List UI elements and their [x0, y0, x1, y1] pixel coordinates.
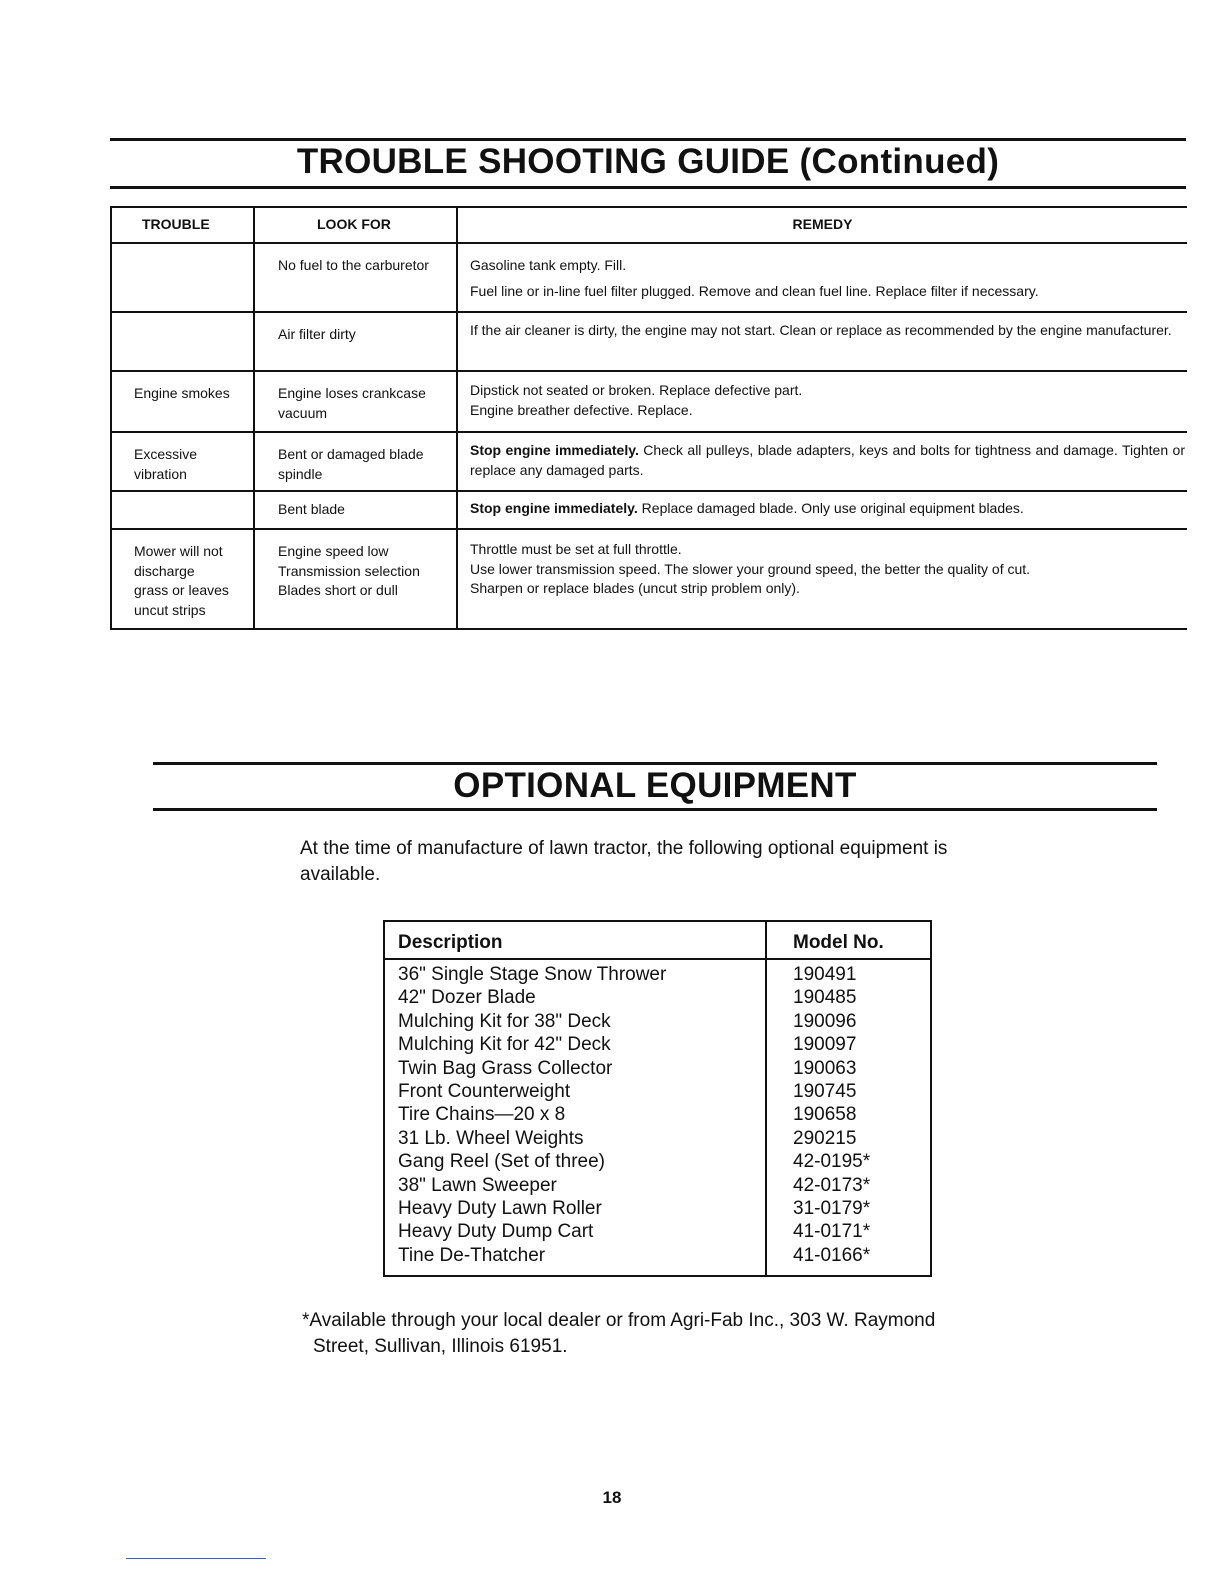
- table-row: [110, 528, 1187, 630]
- availability-footnote: [302, 1308, 1002, 1360]
- trouble-cell: Excessive vibration: [110, 433, 253, 490]
- trouble-cell: [110, 492, 253, 528]
- equipment-description: Tine De-Thatcher: [398, 1244, 546, 1266]
- footnote-line-1: *Available through your local dealer or from Agri-Fab Inc., 303 W. Raymond: [302, 1310, 936, 1331]
- remedy-line: Engine breather defective. Replace.: [470, 401, 693, 418]
- equipment-model-number: 41-0166*: [793, 1244, 871, 1266]
- troubleshooting-table: [110, 206, 1187, 630]
- equipment-rows: [385, 963, 930, 1267]
- look-for-cell: No fuel to the carburetor: [253, 244, 456, 311]
- remedy-warning: Stop engine immediately.: [470, 442, 639, 458]
- table-row: [110, 242, 1187, 311]
- equipment-model-number: 290215: [793, 1127, 857, 1149]
- equipment-header-divider: [385, 958, 930, 960]
- equipment-description: Twin Bag Grass Collector: [398, 1057, 613, 1079]
- remedy-cell: [456, 372, 1187, 431]
- equipment-model-number: 190485: [793, 987, 857, 1009]
- equipment-row: [385, 1197, 930, 1220]
- equipment-model-number: 190745: [793, 1080, 857, 1102]
- equipment-description: Heavy Duty Dump Cart: [398, 1221, 594, 1243]
- equipment-model-number: 41-0171*: [793, 1221, 871, 1243]
- equipment-model-number: 190097: [793, 1034, 857, 1056]
- remedy-line: Replace damaged blade. Only use original equipment blades.: [641, 500, 1024, 516]
- ts-top-rule: [110, 138, 1186, 141]
- troubleshooting-title: TROUBLE SHOOTING GUIDE (Continued): [296, 142, 1000, 181]
- equipment-description: Front Counterweight: [398, 1080, 571, 1102]
- equipment-description: Heavy Duty Lawn Roller: [398, 1197, 602, 1219]
- look-for-cell: Engine speed low Transmission selection Blades short or dull: [253, 530, 456, 628]
- equipment-row: [385, 1127, 930, 1150]
- table-row: [110, 370, 1187, 431]
- trouble-cell: [110, 313, 253, 370]
- equipment-row: [385, 1057, 930, 1080]
- optional-equipment-intro: At the time of manufacture of lawn tractor, the following optional equipment is available.: [300, 838, 948, 885]
- remedy-line: Dipstick not seated or broken. Replace defective part.: [470, 382, 803, 398]
- remedy-line: Sharpen or replace blades (uncut strip problem only).: [470, 580, 800, 596]
- equipment-model-number: 42-0195*: [793, 1151, 871, 1173]
- page-number: 18: [602, 1488, 622, 1507]
- header-remedy: REMEDY: [456, 208, 1187, 242]
- look-for-cell: Engine loses crankcase vacuum: [253, 372, 456, 431]
- optional-equipment-title: OPTIONAL EQUIPMENT: [453, 766, 857, 805]
- equipment-description: 38" Lawn Sweeper: [398, 1174, 557, 1196]
- table-row: [110, 431, 1187, 490]
- oe-title-underline: [153, 808, 1157, 811]
- remedy-line: Throttle must be set at full throttle.: [470, 541, 682, 557]
- look-for-cell: Bent blade: [253, 492, 456, 528]
- trouble-cell: Engine smokes: [110, 372, 253, 431]
- equipment-model-number: 31-0179*: [793, 1197, 871, 1219]
- remedy-line: Check all pulleys, blade adapters, keys and bolts for tightness and damage. Tighten or replace any damaged parts.: [470, 442, 1185, 478]
- header-description: Description: [398, 932, 503, 953]
- remedy-cell: [456, 244, 1187, 311]
- equipment-row: [385, 1033, 930, 1056]
- trouble-cell: [110, 244, 253, 311]
- remedy-line: Use lower transmission speed. The slower your ground speed, the better the quality of cut.: [470, 560, 1031, 577]
- equipment-description: Tire Chains—20 x 8: [398, 1104, 566, 1126]
- look-for-cell: Air filter dirty: [253, 313, 456, 370]
- remedy-cell: [456, 433, 1187, 490]
- equipment-model-number: 190063: [793, 1057, 857, 1079]
- table-row: [110, 490, 1187, 528]
- equipment-description: 42" Dozer Blade: [398, 987, 536, 1009]
- remedy-cell: [456, 492, 1187, 528]
- equipment-row: [385, 1103, 930, 1126]
- equipment-description: Gang Reel (Set of three): [398, 1151, 605, 1173]
- trouble-cell: Mower will not discharge grass or leaves uncut strips: [110, 530, 253, 628]
- remedy-line: Gasoline tank empty. Fill.: [470, 257, 627, 273]
- equipment-row: [385, 1174, 930, 1197]
- equipment-description: 36" Single Stage Snow Thrower: [398, 964, 667, 985]
- equipment-model-number: 190096: [793, 1010, 857, 1032]
- equipment-row: [385, 1244, 930, 1267]
- footnote-line-2: Street, Sullivan, Illinois 61951.: [313, 1336, 568, 1357]
- equipment-row: [385, 1010, 930, 1033]
- remedy-line: Fuel line or in-line fuel filter plugged. Remove and clean fuel line. Replace filter if necessary.: [470, 282, 1039, 299]
- equipment-row: [385, 1150, 930, 1173]
- equipment-row: [385, 963, 930, 986]
- remedy-warning: Stop engine immediately.: [470, 500, 638, 516]
- equipment-table: [383, 920, 932, 1277]
- header-look-for: LOOK FOR: [253, 208, 456, 242]
- equipment-model-number: 190491: [793, 964, 857, 985]
- equipment-row: [385, 1080, 930, 1103]
- equipment-row: [385, 986, 930, 1009]
- equipment-description: Mulching Kit for 42" Deck: [398, 1034, 611, 1056]
- equipment-description: 31 Lb. Wheel Weights: [398, 1127, 584, 1149]
- header-trouble: TROUBLE: [110, 208, 253, 242]
- header-model-no: Model No.: [793, 932, 884, 953]
- table-row: [110, 311, 1187, 370]
- look-for-cell: Bent or damaged blade spindle: [253, 433, 456, 490]
- equipment-row: [385, 1220, 930, 1243]
- equipment-description: Mulching Kit for 38" Deck: [398, 1010, 611, 1032]
- equipment-model-number: 42-0173*: [793, 1174, 871, 1196]
- oe-top-rule: [153, 762, 1157, 765]
- bottom-edge-line: [126, 1558, 266, 1559]
- ts-title-underline: [110, 186, 1186, 189]
- equipment-model-number: 190658: [793, 1104, 857, 1126]
- remedy-cell: [456, 530, 1187, 628]
- table-header-row: [110, 206, 1187, 242]
- remedy-cell: [456, 313, 1187, 370]
- remedy-line: If the air cleaner is dirty, the engine may not start. Clean or replace as recommended by the engine manufacturer.: [470, 322, 1172, 338]
